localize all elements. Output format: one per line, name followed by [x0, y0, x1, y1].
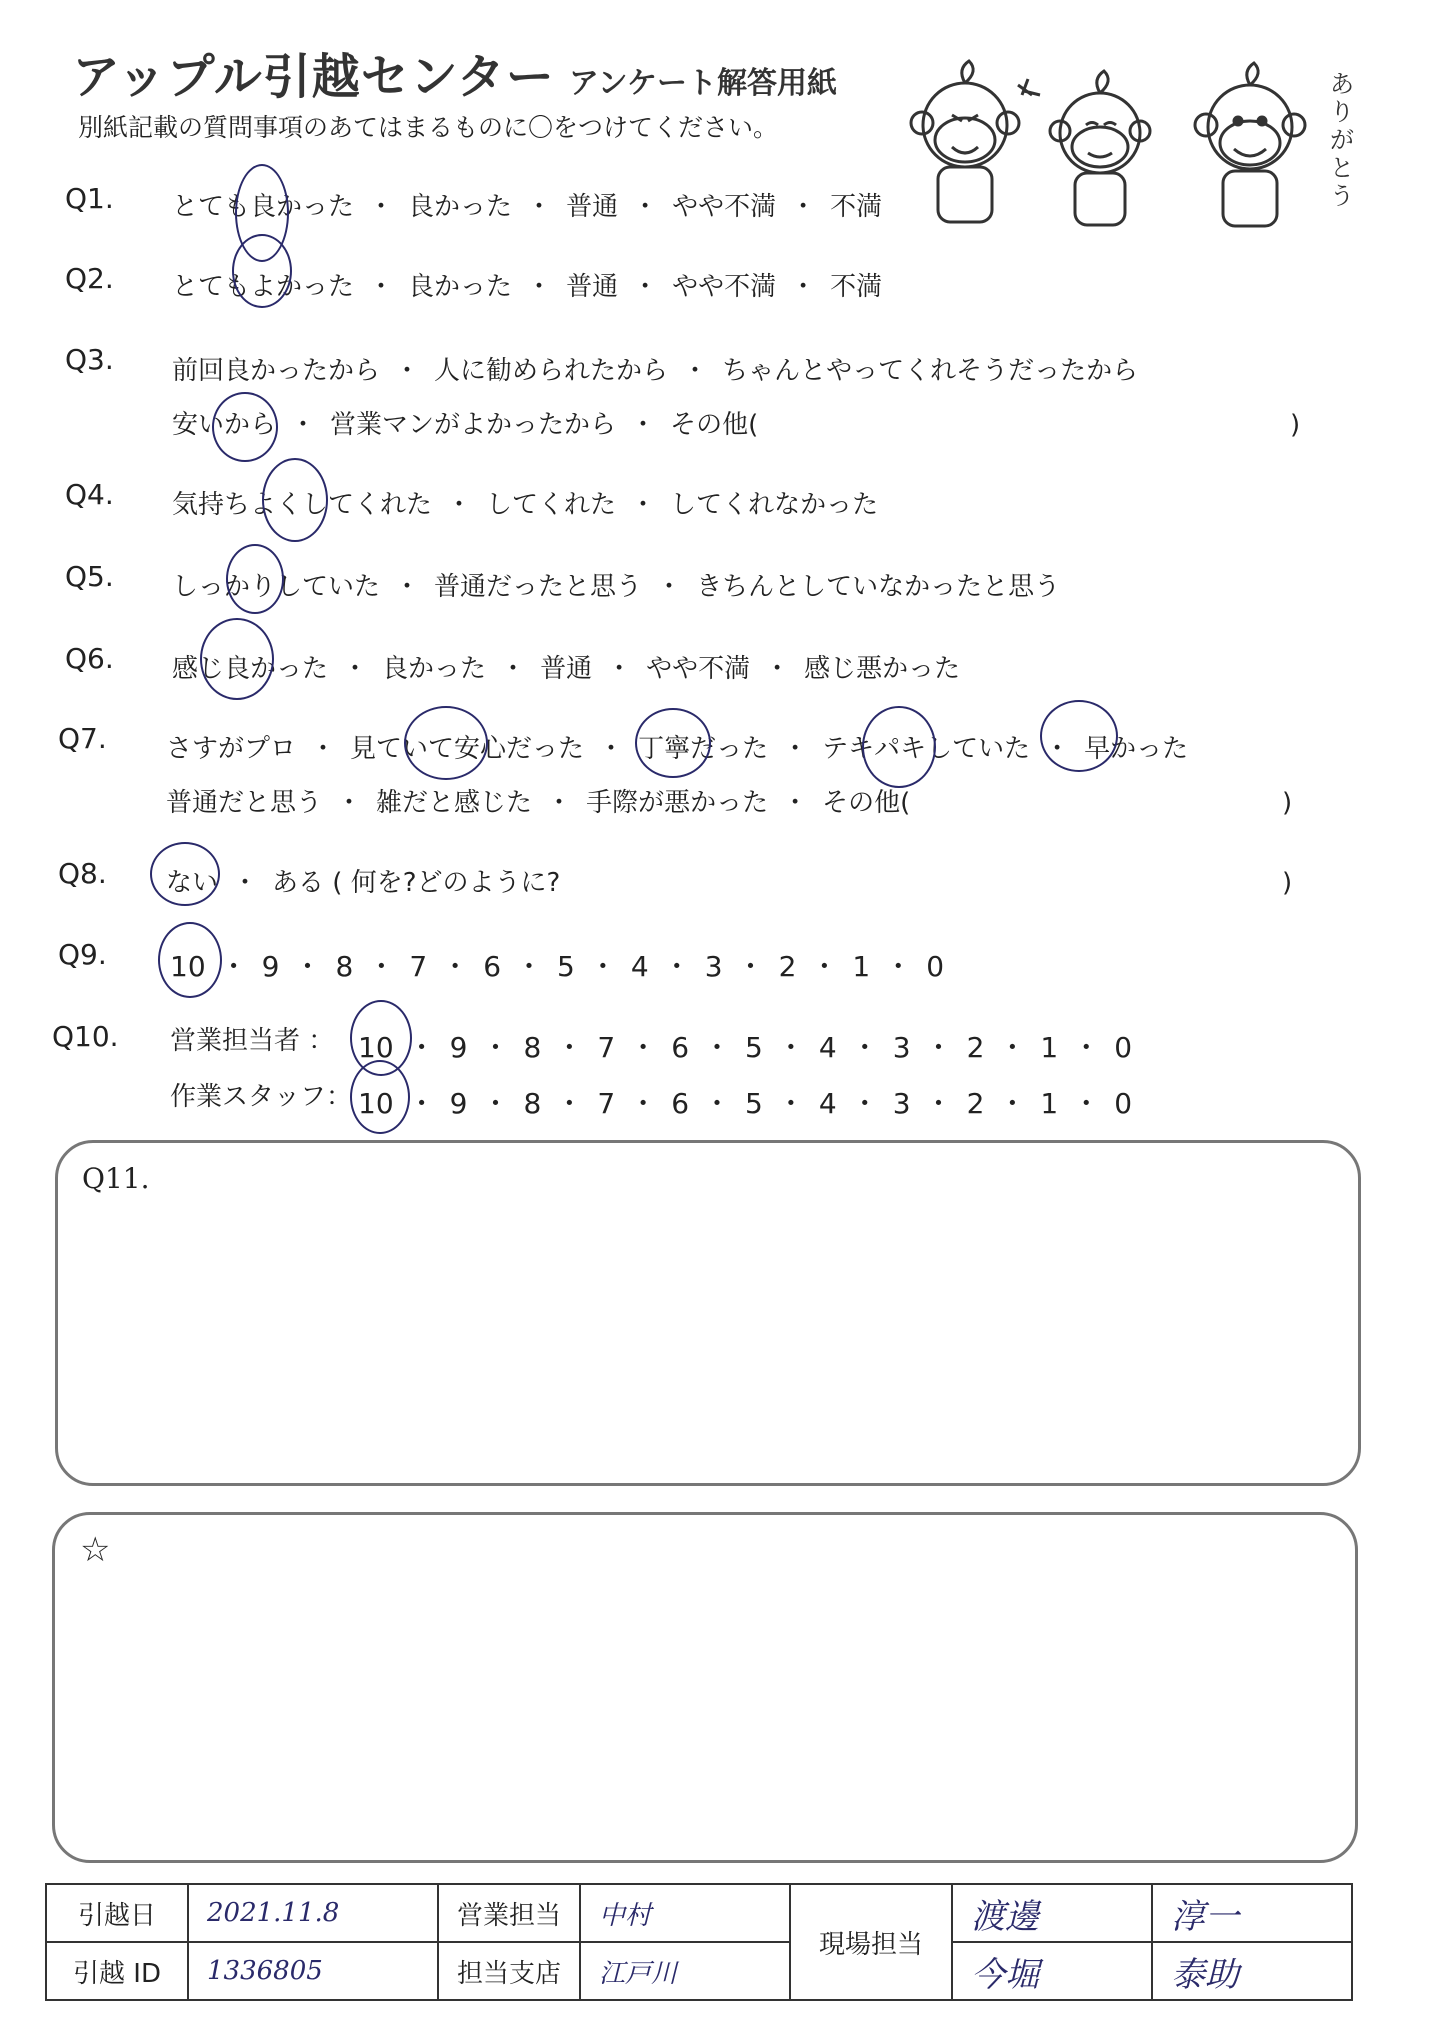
site-staff-name[interactable]: 泰助 [1152, 1942, 1352, 2000]
q9-score[interactable]: 5 [557, 950, 575, 983]
separator-dot: ・ [682, 356, 709, 386]
q3-other-close: ) [1290, 410, 1301, 440]
q7-label: Q7. [58, 722, 107, 755]
q5-options [172, 566, 1060, 603]
q5-label: Q5. [65, 560, 114, 593]
branch-label: 担当支店 [438, 1942, 580, 2000]
move-info-table [45, 1883, 1353, 2001]
separator-dot: ・ [500, 654, 527, 684]
separator-dot: ・ [515, 950, 544, 983]
separator-dot: ・ [232, 868, 259, 898]
q9-score[interactable]: 4 [630, 950, 649, 983]
separator-dot: ・ [526, 272, 553, 302]
form-title [72, 38, 837, 107]
q7-option[interactable]: 雑だと感じた [376, 788, 533, 818]
form-subtitle: アンケート解答用紙 [568, 66, 838, 101]
separator-dot: ・ [629, 1031, 658, 1064]
q3-options-line1 [172, 350, 1138, 387]
separator-dot: ・ [782, 788, 809, 818]
q9-score[interactable]: 2 [778, 950, 797, 983]
q11-label: Q11. [82, 1162, 150, 1195]
q7-option[interactable]: 早かった [1084, 734, 1189, 764]
q9-score[interactable]: 1 [852, 950, 871, 983]
q2-options [172, 266, 882, 303]
q4-options [172, 484, 878, 521]
separator-dot: ・ [1072, 1087, 1101, 1120]
separator-dot: ・ [526, 192, 553, 222]
q5-option[interactable]: しっかりしていた [172, 572, 381, 602]
separator-dot: ・ [368, 192, 395, 222]
q8-close: ) [1282, 868, 1293, 898]
q1-option[interactable]: 普通 [566, 192, 619, 222]
q2-option[interactable]: とてもよかった [172, 272, 355, 302]
star-comment-box[interactable] [52, 1512, 1358, 1863]
q10-sales-score[interactable]: 9 [449, 1031, 468, 1064]
q10-staff-score[interactable]: 0 [1114, 1087, 1133, 1120]
q7-option[interactable]: 普通だと思う [166, 788, 323, 818]
separator-dot: ・ [662, 950, 691, 983]
separator-dot: ・ [394, 572, 421, 602]
separator-dot: ・ [630, 410, 657, 440]
q7-option-other[interactable]: その他( [822, 788, 911, 818]
separator-dot: ・ [546, 788, 573, 818]
thanks-vertical-text: ありがとう [1330, 70, 1354, 210]
q7-option[interactable]: さすがプロ [166, 734, 297, 764]
q6-option[interactable]: やや不満 [646, 654, 751, 684]
q9-label: Q9. [58, 938, 107, 971]
q6-label: Q6. [65, 642, 114, 675]
q11-comment-box[interactable] [55, 1140, 1361, 1486]
q6-option[interactable]: 良かった [382, 654, 487, 684]
q3-option[interactable]: 営業マンがよかったから [330, 410, 617, 440]
q10-sales-score[interactable]: 3 [892, 1031, 911, 1064]
q1-options [172, 186, 882, 223]
separator-dot: ・ [342, 654, 369, 684]
q6-option[interactable]: 普通 [540, 654, 593, 684]
q2-option[interactable]: 普通 [566, 272, 619, 302]
q10-staff-score[interactable]: 3 [892, 1087, 911, 1120]
q10-sales-score[interactable]: 1 [1040, 1031, 1059, 1064]
separator-dot: ・ [850, 1031, 879, 1064]
q1-option[interactable]: 不満 [830, 192, 883, 222]
q10-sales-score[interactable]: 0 [1114, 1031, 1133, 1064]
q2-option[interactable]: やや不満 [672, 272, 777, 302]
q7-option[interactable]: テキパキしていた [822, 734, 1031, 764]
q2-option[interactable]: 良かった [408, 272, 513, 302]
q10-staff-score[interactable]: 7 [597, 1087, 616, 1120]
separator-dot: ・ [632, 192, 659, 222]
q5-option[interactable]: きちんとしていなかったと思う [696, 572, 1061, 602]
q5-option[interactable]: 普通だったと思う [434, 572, 643, 602]
q10-sales-score[interactable]: 8 [523, 1031, 542, 1064]
q6-options [172, 648, 960, 685]
q10-staff-score[interactable]: 9 [449, 1087, 468, 1120]
q2-label: Q2. [65, 262, 114, 295]
move-id-label: 引越 ID [46, 1942, 188, 2000]
q9-score[interactable]: 3 [704, 950, 723, 983]
separator-dot: ・ [219, 950, 248, 983]
q10-staff-score[interactable]: 2 [966, 1087, 985, 1120]
q8-option[interactable]: ある ( 何を?どのように? [272, 868, 561, 898]
site-staff-name[interactable]: 淳一 [1152, 1884, 1352, 1942]
q4-option[interactable]: 気持ちよくしてくれた [172, 490, 433, 520]
separator-dot: ・ [998, 1031, 1027, 1064]
separator-dot: ・ [588, 950, 617, 983]
q7-option[interactable]: 手際が悪かった [586, 788, 769, 818]
q10-staff-score[interactable]: 8 [523, 1087, 542, 1120]
q10-sales-score[interactable]: 4 [818, 1031, 837, 1064]
separator-dot: ・ [656, 572, 683, 602]
q3-options-line2 [172, 404, 758, 441]
separator-dot: ・ [555, 1031, 584, 1064]
q4-option[interactable]: してくれた [486, 490, 617, 520]
separator-dot: ・ [790, 192, 817, 222]
q10-staff-score[interactable]: 4 [818, 1087, 837, 1120]
q9-score[interactable]: 7 [409, 950, 428, 983]
separator-dot: ・ [367, 950, 396, 983]
q10-staff-score[interactable]: 6 [671, 1087, 690, 1120]
q3-option[interactable]: 安いから [172, 410, 277, 440]
q10-sales-label: 営業担当者 ： [170, 1026, 335, 1056]
separator-dot: ・ [293, 950, 322, 983]
q10-staff-score[interactable]: 10 [358, 1087, 394, 1120]
q10-staff-scale [358, 1082, 1132, 1122]
separator-dot: ・ [924, 1087, 953, 1120]
q2-option[interactable]: 不満 [830, 272, 883, 302]
branch-value[interactable]: 江戸川 [580, 1942, 790, 2000]
separator-dot: ・ [924, 1031, 953, 1064]
separator-dot: ・ [1044, 734, 1071, 764]
separator-dot: ・ [446, 490, 473, 520]
q10-staff-score[interactable]: 1 [1040, 1087, 1059, 1120]
q9-score[interactable]: 6 [483, 950, 502, 983]
q7-options-line1 [166, 728, 1188, 765]
separator-dot: ・ [394, 356, 421, 386]
q10-staff-score[interactable]: 5 [745, 1087, 763, 1120]
q3-option-other[interactable]: その他( [670, 410, 759, 440]
move-date-label: 引越日 [46, 1884, 188, 1942]
separator-dot: ・ [810, 950, 839, 983]
sales-rep-value[interactable]: 中村 [580, 1884, 790, 1942]
q1-label: Q1. [65, 182, 114, 215]
q9-score[interactable]: 8 [335, 950, 354, 983]
q9-scale [170, 945, 944, 985]
separator-dot: ・ [368, 272, 395, 302]
separator-dot: ・ [1072, 1031, 1101, 1064]
q10-staff-label: 作業スタッフ： [170, 1082, 353, 1112]
separator-dot: ・ [336, 788, 363, 818]
separator-dot: ・ [998, 1087, 1027, 1120]
q7-other-close: ) [1282, 788, 1293, 818]
separator-dot: ・ [290, 410, 317, 440]
separator-dot: ・ [850, 1087, 879, 1120]
q10-label: Q10. [52, 1020, 119, 1053]
separator-dot: ・ [884, 950, 913, 983]
q10-sales-score[interactable]: 5 [745, 1031, 763, 1064]
separator-dot: ・ [776, 1087, 805, 1120]
separator-dot: ・ [481, 1087, 510, 1120]
q9-score[interactable]: 0 [926, 950, 945, 983]
separator-dot: ・ [782, 734, 809, 764]
q10-sales-scale [358, 1026, 1132, 1066]
separator-dot: ・ [630, 490, 657, 520]
q1-option[interactable]: やや不満 [672, 192, 777, 222]
q10-sales-score[interactable]: 6 [671, 1031, 690, 1064]
q10-sales-score[interactable]: 10 [358, 1031, 394, 1064]
q8-label: Q8. [58, 857, 107, 890]
separator-dot: ・ [629, 1087, 658, 1120]
q3-option[interactable]: 人に勧められたから [434, 356, 669, 386]
company-name: アップル引越センター [72, 49, 555, 105]
q3-label: Q3. [65, 343, 114, 376]
separator-dot: ・ [598, 734, 625, 764]
q6-option[interactable]: 感じ良かった [172, 654, 329, 684]
sales-rep-label: 営業担当 [438, 1884, 580, 1942]
q10-sales-score[interactable]: 2 [966, 1031, 985, 1064]
separator-dot: ・ [632, 272, 659, 302]
separator-dot: ・ [776, 1031, 805, 1064]
move-id-value[interactable]: 1336805 [188, 1942, 438, 2000]
q6-option[interactable]: 感じ悪かった [804, 654, 961, 684]
separator-dot: ・ [736, 950, 765, 983]
q10-sales-score[interactable]: 7 [597, 1031, 616, 1064]
mascot-monkeys-illustration [890, 55, 1360, 235]
separator-dot: ・ [310, 734, 337, 764]
separator-dot: ・ [481, 1031, 510, 1064]
q7-options-line2 [166, 782, 910, 819]
site-staff-name[interactable]: 今堀 [952, 1942, 1152, 2000]
q4-option[interactable]: してくれなかった [670, 490, 879, 520]
q1-option[interactable]: とても良かった [172, 192, 355, 222]
site-rep-label: 現場担当 [790, 1884, 952, 2000]
q9-score[interactable]: 10 [170, 950, 206, 983]
star-icon: ☆ [80, 1530, 111, 1570]
q7-option[interactable]: 丁寧だった [638, 734, 769, 764]
separator-dot: ・ [764, 654, 791, 684]
separator-dot: ・ [407, 1087, 436, 1120]
q1-option[interactable]: 良かった [408, 192, 513, 222]
q7-option[interactable]: 見ていて安心だった [350, 734, 585, 764]
separator-dot: ・ [703, 1031, 732, 1064]
instruction-text: 別紙記載の質問事項のあてはまるものに〇をつけてください。 [78, 113, 779, 142]
site-staff-name[interactable]: 渡邊 [952, 1884, 1152, 1942]
separator-dot: ・ [441, 950, 470, 983]
q4-label: Q4. [65, 478, 114, 511]
q8-option[interactable]: ない [166, 868, 219, 898]
q9-score[interactable]: 9 [261, 950, 280, 983]
separator-dot: ・ [407, 1031, 436, 1064]
q3-option[interactable]: ちゃんとやってくれそうだったから [722, 356, 1139, 386]
q3-option[interactable]: 前回良かったから [172, 356, 381, 386]
separator-dot: ・ [790, 272, 817, 302]
separator-dot: ・ [606, 654, 633, 684]
separator-dot: ・ [555, 1087, 584, 1120]
q8-options [166, 862, 560, 899]
move-date-value[interactable]: 2021.11.8 [188, 1884, 438, 1942]
separator-dot: ・ [703, 1087, 732, 1120]
